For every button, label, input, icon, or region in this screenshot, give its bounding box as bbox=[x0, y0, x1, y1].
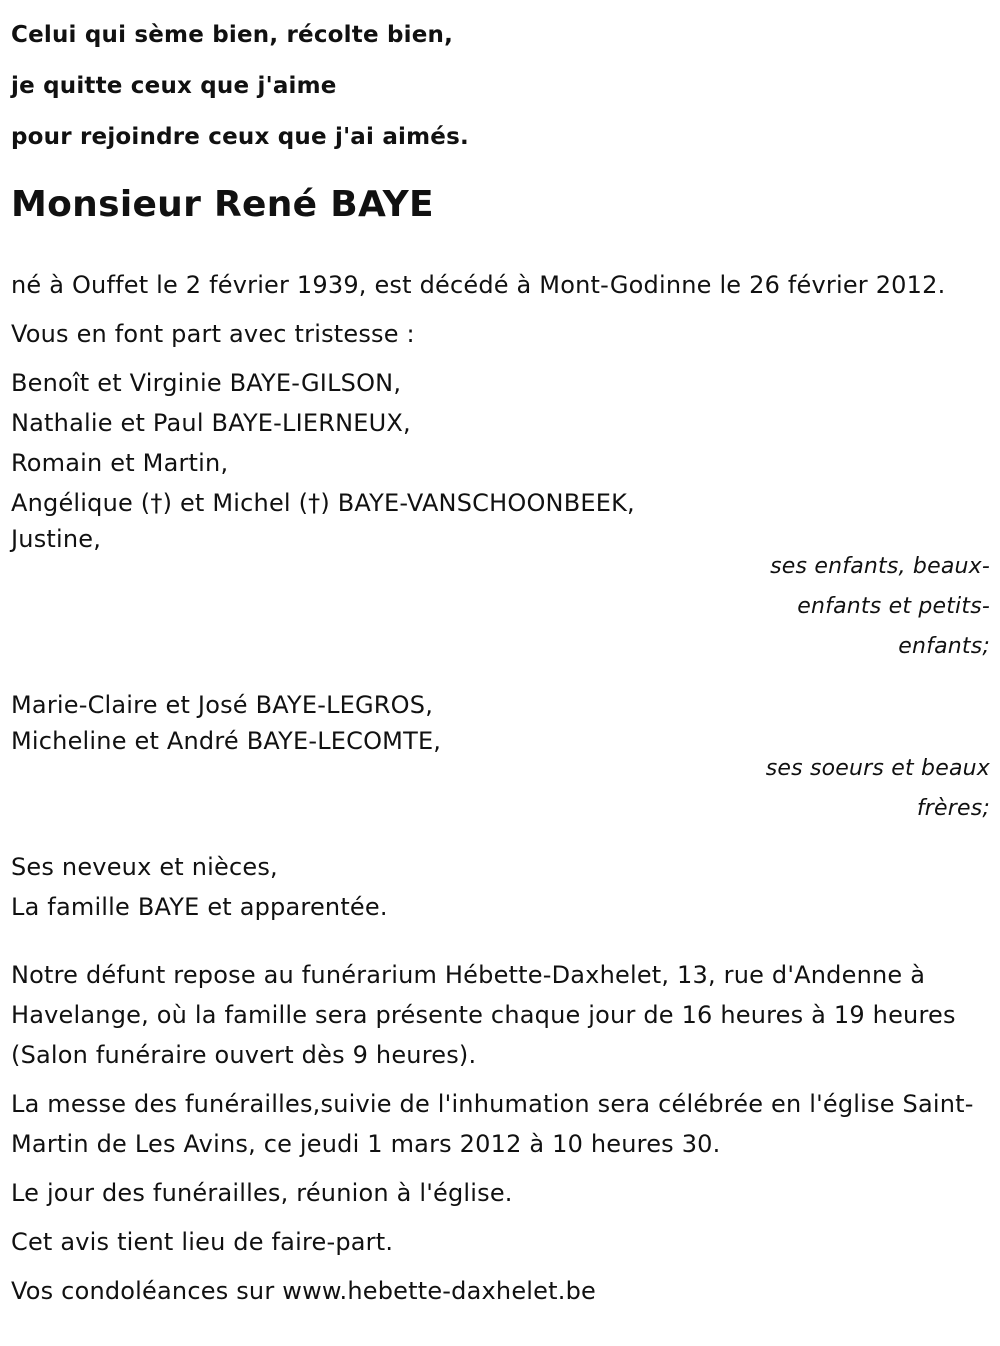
siblings-group bbox=[11, 685, 990, 829]
family-line: Angélique (†) et Michel (†) BAYE-VANSCHOONBEEK, bbox=[11, 489, 635, 517]
family-line: Ses neveux et nièces, bbox=[11, 853, 278, 881]
relation-line: ses soeurs et beaux bbox=[765, 756, 990, 781]
notice: Cet avis tient lieu de faire-part. bbox=[11, 1228, 394, 1256]
deceased-name: Monsieur René BAYE bbox=[11, 184, 434, 225]
family-line: Romain et Martin, bbox=[11, 449, 229, 477]
extended-family bbox=[11, 847, 990, 927]
family-line: Nathalie et Paul BAYE-LIERNEUX, bbox=[11, 409, 411, 437]
relation-line: frères; bbox=[916, 796, 990, 821]
epigraph-line: Celui qui sème bien, récolte bien, bbox=[11, 22, 454, 48]
family-line: Justine, bbox=[11, 525, 102, 553]
epigraph bbox=[11, 0, 990, 163]
condolences: Vos condoléances sur www.hebette-daxhelet.be bbox=[11, 1277, 596, 1305]
meeting-info: Le jour des funérailles, réunion à l'église. bbox=[11, 1179, 513, 1207]
family-line: Benoît et Virginie BAYE-GILSON, bbox=[11, 369, 402, 397]
children-group bbox=[11, 363, 990, 667]
relation-line: ses enfants, beaux- bbox=[770, 554, 990, 579]
epigraph-line: pour rejoindre ceux que j'ai aimés. bbox=[11, 124, 469, 150]
mass-info: La messe des funérailles,suivie de l'inhumation sera célébrée en l'église Saint-Martin de Les Avins, ce jeudi 1 mars 2012 à 10 heures 30. bbox=[11, 1090, 974, 1158]
family-line: Micheline et André BAYE-LECOMTE, bbox=[11, 727, 442, 755]
epigraph-line: je quitte ceux que j'aime bbox=[11, 73, 337, 99]
birth-info: né à Ouffet le 2 février 1939, est décédé à Mont-Godinne le 26 février 2012. bbox=[11, 271, 946, 299]
family-line: Marie-Claire et José BAYE-LEGROS, bbox=[11, 691, 434, 719]
children-relation bbox=[730, 547, 990, 667]
relation-line: enfants; bbox=[898, 634, 990, 659]
relation-line: enfants et petits- bbox=[797, 594, 990, 619]
family-line: La famille BAYE et apparentée. bbox=[11, 893, 388, 921]
siblings-relation bbox=[730, 749, 990, 829]
funeral-home-info: Notre défunt repose au funérarium Hébette-Daxhelet, 13, rue d'Andenne à Havelange, où la famille sera présente chaque jour de 16 heures à 19 heures (Salon funéraire ouvert dès 9 heures). bbox=[11, 961, 956, 1069]
announcement: Vous en font part avec tristesse : bbox=[11, 320, 415, 348]
